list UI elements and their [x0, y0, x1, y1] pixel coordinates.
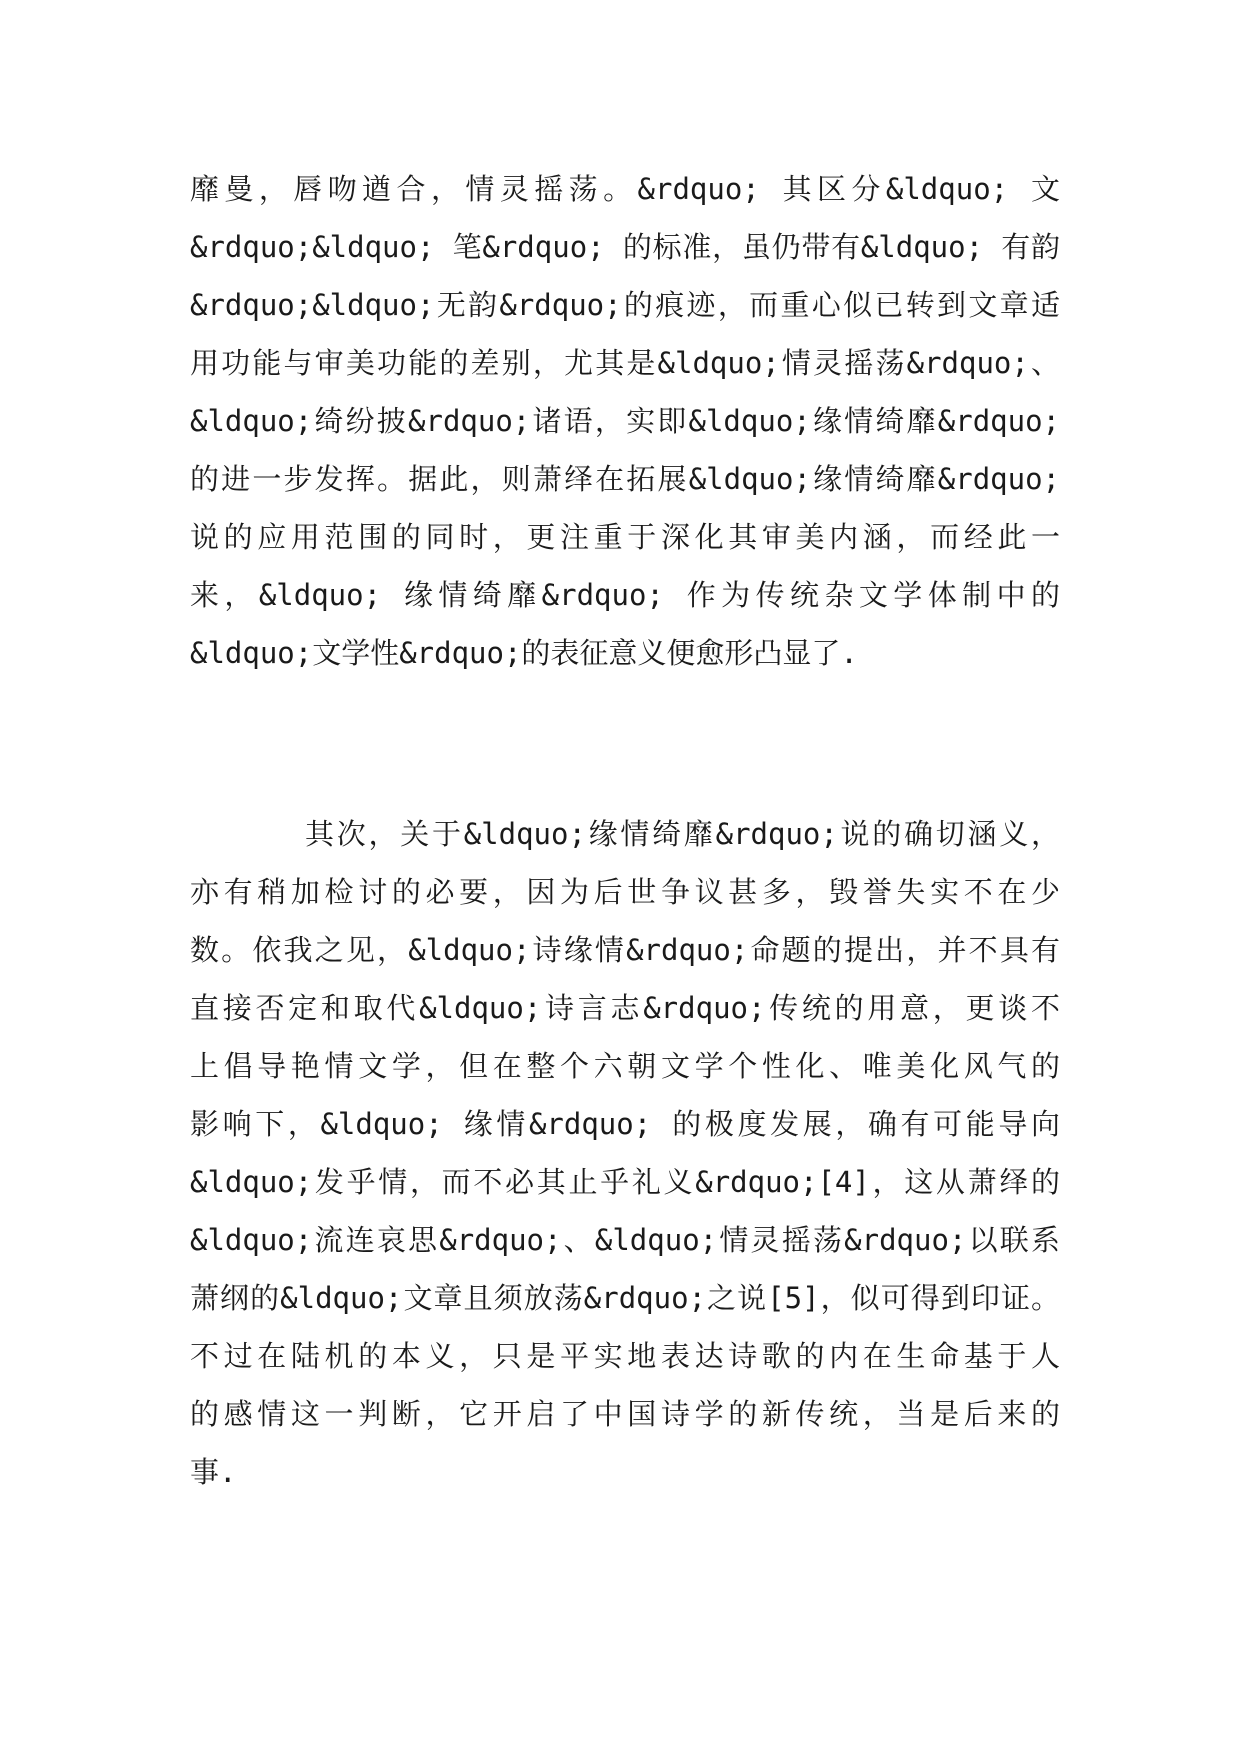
text-line: 说的应用范围的同时，更注重于深化其审美内涵，而经此一 [190, 520, 1060, 554]
text-line: &ldquo;发乎情，而不必其止乎礼义&rdquo;[4]，这从萧绎的 [190, 1165, 1060, 1199]
text-line: 萧纲的&ldquo;文章且须放荡&rdquo;之说[5]，似可得到印证。 [190, 1281, 1060, 1315]
text-line: 事. [190, 1455, 237, 1489]
text-line: 不过在陆机的本义，只是平实地表达诗歌的内在生命基于人 [190, 1339, 1060, 1373]
text-line: &ldquo;文学性&rdquo;的表征意义便愈形凸显了. [190, 636, 858, 670]
text-line: 的感情这一判断，它开启了中国诗学的新传统，当是后来的 [190, 1397, 1060, 1431]
text-line: 靡曼，唇吻遒合，情灵摇荡。&rdquo; 其区分&ldquo; 文 [190, 172, 1060, 206]
text-line: &ldquo;流连哀思&rdquo;、&ldquo;情灵摇荡&rdquo;以联系 [190, 1223, 1060, 1257]
text-line: 来，&ldquo; 缘情绮靡&rdquo; 作为传统杂文学体制中的 [190, 578, 1060, 612]
paragraph-2 [190, 805, 1060, 1501]
text-line: 影响下，&ldquo; 缘情&rdquo; 的极度发展，确有可能导向 [190, 1107, 1060, 1141]
text-line: &rdquo;&ldquo;无韵&rdquo;的痕迹，而重心似已转到文章适 [190, 288, 1060, 322]
text-line: &ldquo;绮纷披&rdquo;诸语，实即&ldquo;缘情绮靡&rdquo; [190, 404, 1060, 438]
text-line: 用功能与审美功能的差别，尤其是&ldquo;情灵摇荡&rdquo;、 [190, 346, 1060, 380]
text-line: 上倡导艳情文学，但在整个六朝文学个性化、唯美化风气的 [190, 1049, 1060, 1083]
text-line: 的进一步发挥。据此，则萧绎在拓展&ldquo;缘情绮靡&rdquo; [190, 462, 1060, 496]
text-line: 数。依我之见，&ldquo;诗缘情&rdquo;命题的提出，并不具有 [190, 933, 1060, 967]
paragraph-1 [190, 160, 1060, 682]
text-line: 直接否定和取代&ldquo;诗言志&rdquo;传统的用意，更谈不 [190, 991, 1060, 1025]
text-line: 亦有稍加检讨的必要，因为后世争议甚多，毁誉失实不在少 [190, 875, 1060, 909]
text-line: 其次，关于&ldquo;缘情绮靡&rdquo;说的确切涵义， [305, 817, 1060, 851]
text-line: &rdquo;&ldquo; 笔&rdquo; 的标准，虽仍带有&ldquo; 有韵 [190, 230, 1060, 264]
